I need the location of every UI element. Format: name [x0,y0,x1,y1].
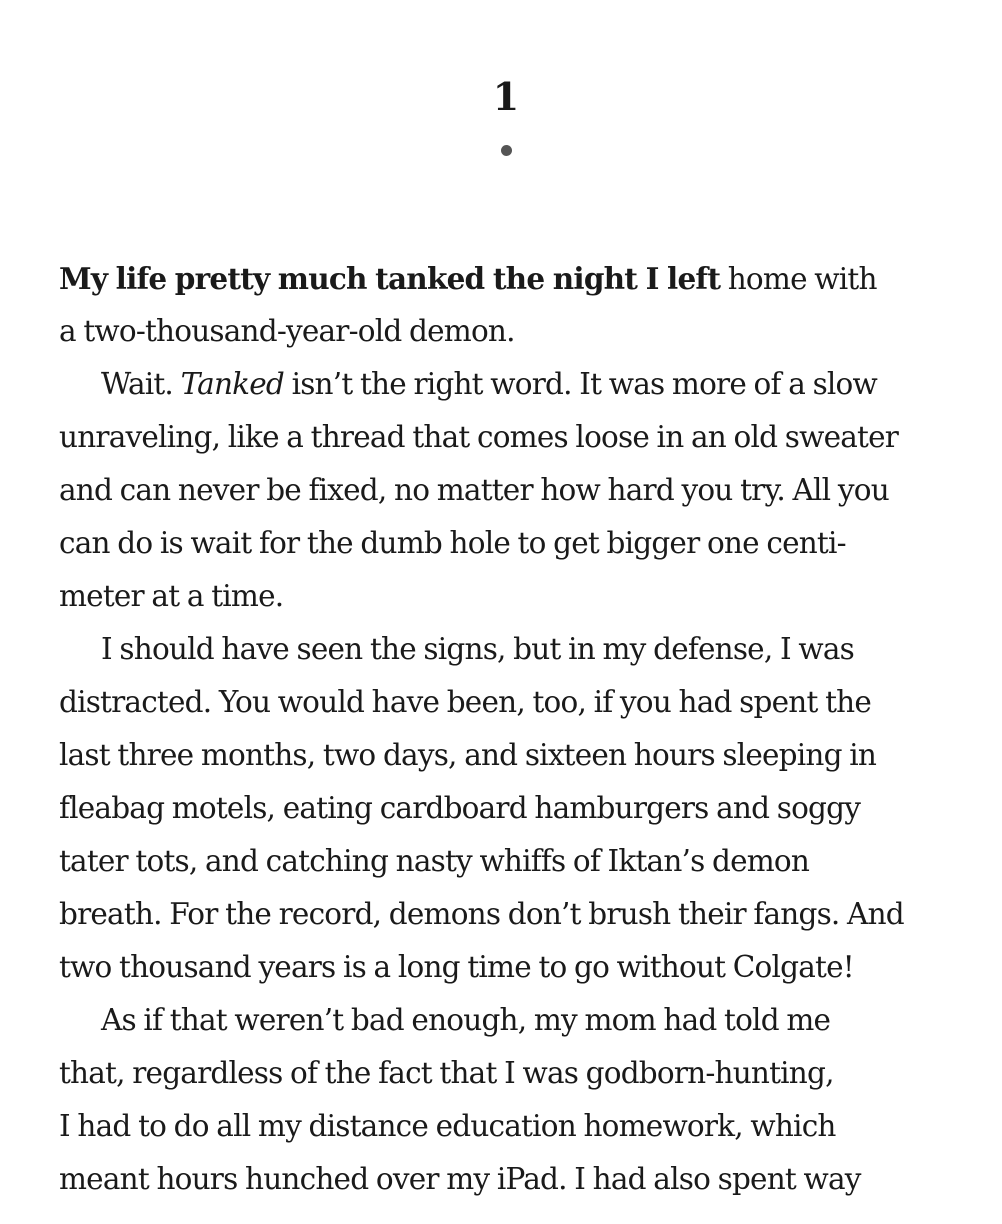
text-segment: As if that weren’t bad enough, my mom had told me [101,1003,831,1037]
text-line [59,835,959,888]
text-line [59,782,959,835]
text-segment: home with [720,262,877,296]
text-segment: can do is wait for the dumb hole to get bigger one centi- [59,526,846,560]
text-segment: and can never be fixed, no matter how hard you try. All you [59,473,889,507]
text-line [59,994,959,1047]
text-line [59,1100,959,1153]
text-line [59,252,959,305]
text-line [59,1153,959,1206]
text-segment: breath. For the record, demons don’t brush their fangs. And [59,897,904,931]
text-line [59,941,959,994]
text-segment: meter at a time. [59,579,284,613]
text-segment: unraveling, like a thread that comes loose in an old sweater [59,420,899,454]
text-line [59,623,959,676]
chapter-number: 1 [492,74,520,119]
text-segment: a two-thousand-year-old demon. [59,314,515,348]
emphasized-text: Tanked [180,367,284,401]
text-segment: I should have seen the signs, but in my defense, I was [101,632,855,666]
text-segment: Wait. [101,367,181,401]
text-segment: distracted. You would have been, too, if you had spent the [59,685,872,719]
text-line [59,411,959,464]
text-line [59,305,959,358]
text-line [59,1047,959,1100]
text-segment: fleabag motels, eating cardboard hamburgers and soggy [59,791,861,825]
text-line [59,676,959,729]
text-line [59,517,959,570]
text-line [59,729,959,782]
text-line [59,358,959,411]
text-line [59,888,959,941]
text-segment: tater tots, and catching nasty whiffs of Iktan’s demon [59,844,810,878]
chapter-body-text [59,252,959,1206]
text-segment: meant hours hunched over my iPad. I had also spent way [59,1162,861,1196]
lead-in-text: My life pretty much tanked the night I left [59,261,721,296]
text-segment: last three months, two days, and sixteen hours sleeping in [59,738,877,772]
text-segment: that, regardless of the fact that I was godborn-hunting, [59,1056,834,1090]
text-line [59,464,959,517]
text-line [59,570,959,623]
text-segment: I had to do all my distance education homework, which [59,1109,836,1143]
text-segment: two thousand years is a long time to go without Colgate! [59,950,854,984]
chapter-ornament-dot [501,145,512,156]
text-segment: isn’t the right word. It was more of a slow [284,367,877,401]
